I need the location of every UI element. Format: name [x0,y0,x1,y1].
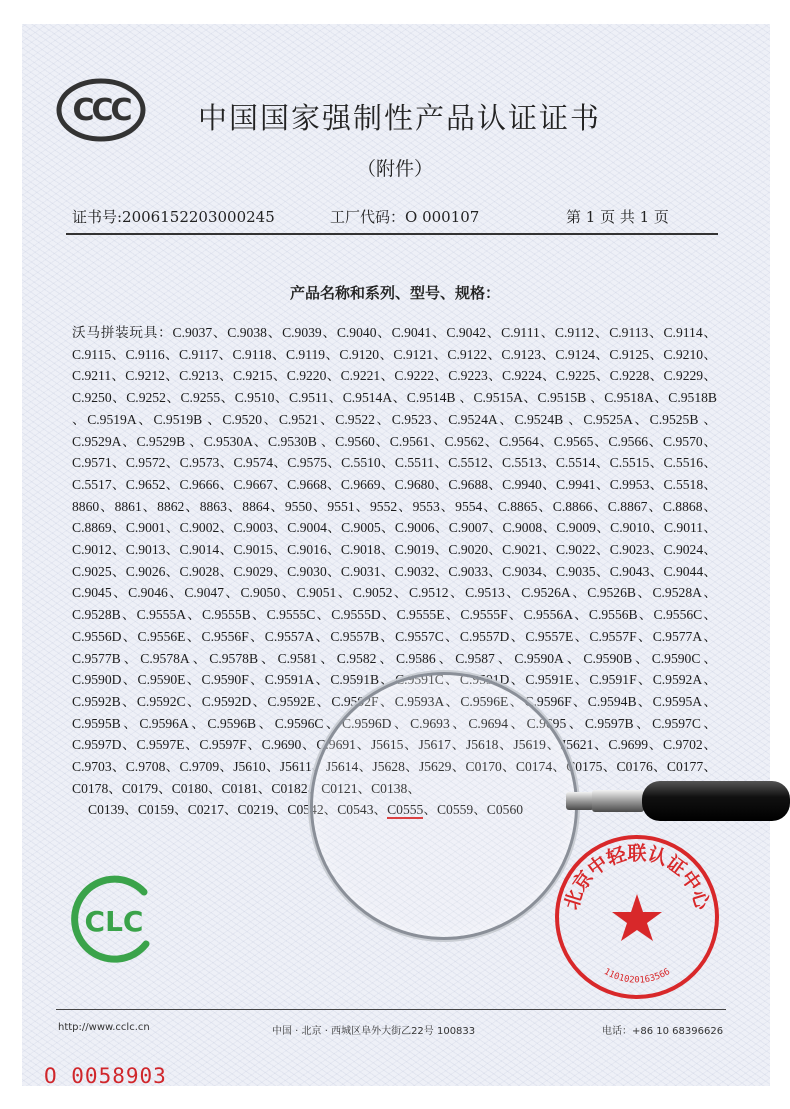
factory-code: 工厂代码：O 000107 [330,208,480,226]
svg-text:1101020163566 [602,967,672,986]
header-divider [66,233,718,235]
ccc-logo-text: CCC [72,93,130,128]
highlighted-model: C0555 [387,802,424,818]
page-info: 第 1 页 共 1 页 [566,208,669,226]
seal-star-icon [612,894,662,941]
product-list-body: 沃马拼装玩具：C.9037、C.9038、C.9039、C.9040、C.9041、C.9042、C.9111、C.9112、C.9113、C.9114、C.9115、C.9116、C.9117、C.9118、C.9119、C.9120、C.9121、C.9122、C.9123、C.9124、C.9125、C.9210、C.9211、C.9212、C.9213、C.9215、C.9220、C.9221、C.9222、C.9223、C.9224、C.9225、C.9228、C.9229、C.9250、C.9252、C.9255、C.9510、C.9511、C.9514A、C.9514B 、C.9515A、C.9515B 、C.9518A、C.9518B 、C.9519A、C.9519B 、C.9520、C.9521、C.9522、C.9523、C.9524A、C.9524B 、C.9525A、C.9525B 、C.9529A、C.9529B 、C.9530A、C.9530B 、C.9560、C.9561、C.9562、C.9564、C.9565、C.9566、C.9570、C.9571、C.9572、C.9573、C.9574、C.9575、C.5510、C.5511、C.5512、C.5513、C.5514、C.5515、C.5516、C.5517、C.9652、C.9666、C.9667、C.9668、C.9669、C.9680、C.9688、C.9940、C.9941、C.9953、C.5518、8860、8861、8862、8863、8864、9550、9551、9552、9553、9554、C.8865、C.8866、C.8867、C.8868、C.8869、C.9001、C.9002、C.9003、C.9004、C.9005、C.9006、C.9007、C.9008、C.9009、C.9010、C.9011、C.9012、C.9013、C.9014、C.9015、C.9016、C.9018、C.9019、C.9020、C.9021、C.9022、C.9023、C.9024、C.9025、C.9026、C.9028、C.9029、C.9030、C.9031、C.9032、C.9033、C.9034、C.9035、C.9043、C.9044、C.9045、C.9046、C.9047、C.9050、C.9051、C.9052、C.9512、C.9513、C.9526A、C.9526B、C.9528A、C.9528B、C.9555A、C.9555B、C.9555C、C.9555D、C.9555E、C.9555F、C.9556A、C.9556B、C.9556C、C.9556D、C.9556E、C.9556F、C.9557A、C.9557B、C.9557C、C.9557D、C.9557E、C.9557F、C.9577A、C.9577B、C.9578A、C.9578B、C.9581、C.9582、C.9586、C.9587、C.9590A、C.9590B、C.9590C、C.9590D、C.9590E、C.9590F、C.9591A、C.9591B、C.9591C、C.9591D、C.9591E、C.9591F、C.9592A、C.9592B、C.9592C、C.9592D、C.9592E、C.9592F、C.9593A、C.9596E、C.9596F、C.9594B、C.9595A、C.9595B、C.9596A、C.9596B、C.9596C、C.9596D、C.9693、C.9694、C.9695、C.9597B、C.9597C、C.9597D、C.9597E、C.9597F、C.9690、C.9691、J5615、J5617、J5618、J5619、J5621、C.9699、C.9702、C.9703、C.9708、C.9709、J5610、J5611、J5614、J5628、J5629、C0170、C0174、C0175、C0176、C0177、C0178、C0179、C0180、C0181、C0182、C0121、C0138、 [72,325,717,796]
footer-divider [56,1009,726,1010]
ccc-logo [56,78,146,142]
serial-number: O 0058903 [44,1064,167,1088]
certificate-subtitle: （附件） [356,158,433,180]
certificate-title: 中国国家强制性产品认证证书 [198,101,602,135]
last-line-pre: C0139、C0159、C0217、C0219、C0542、C0543、 [88,802,388,818]
clc-logo-text: CLC [84,905,144,938]
footer-website: http://www.cclc.cn [58,1022,150,1033]
section-title: 产品名称和系列、型号、规格： [289,284,500,302]
magnifier-lens [310,672,578,940]
seal-number: 1101020163566 [602,966,672,986]
certification-seal [552,832,722,1002]
clc-logo [66,874,158,964]
certificate-number: 证书号:2006152203000245 [72,208,275,226]
magnifier-handle [566,779,790,823]
footer-address: 中国 · 北京 · 西城区阜外大街乙22号 100833 [272,1026,476,1037]
last-line-post: 、C0559、C0560 [423,802,524,818]
footer-phone: 电话：+86 10 68396626 [602,1026,724,1037]
seal-ring-text: 北京中轻联认证中心 [560,842,714,913]
